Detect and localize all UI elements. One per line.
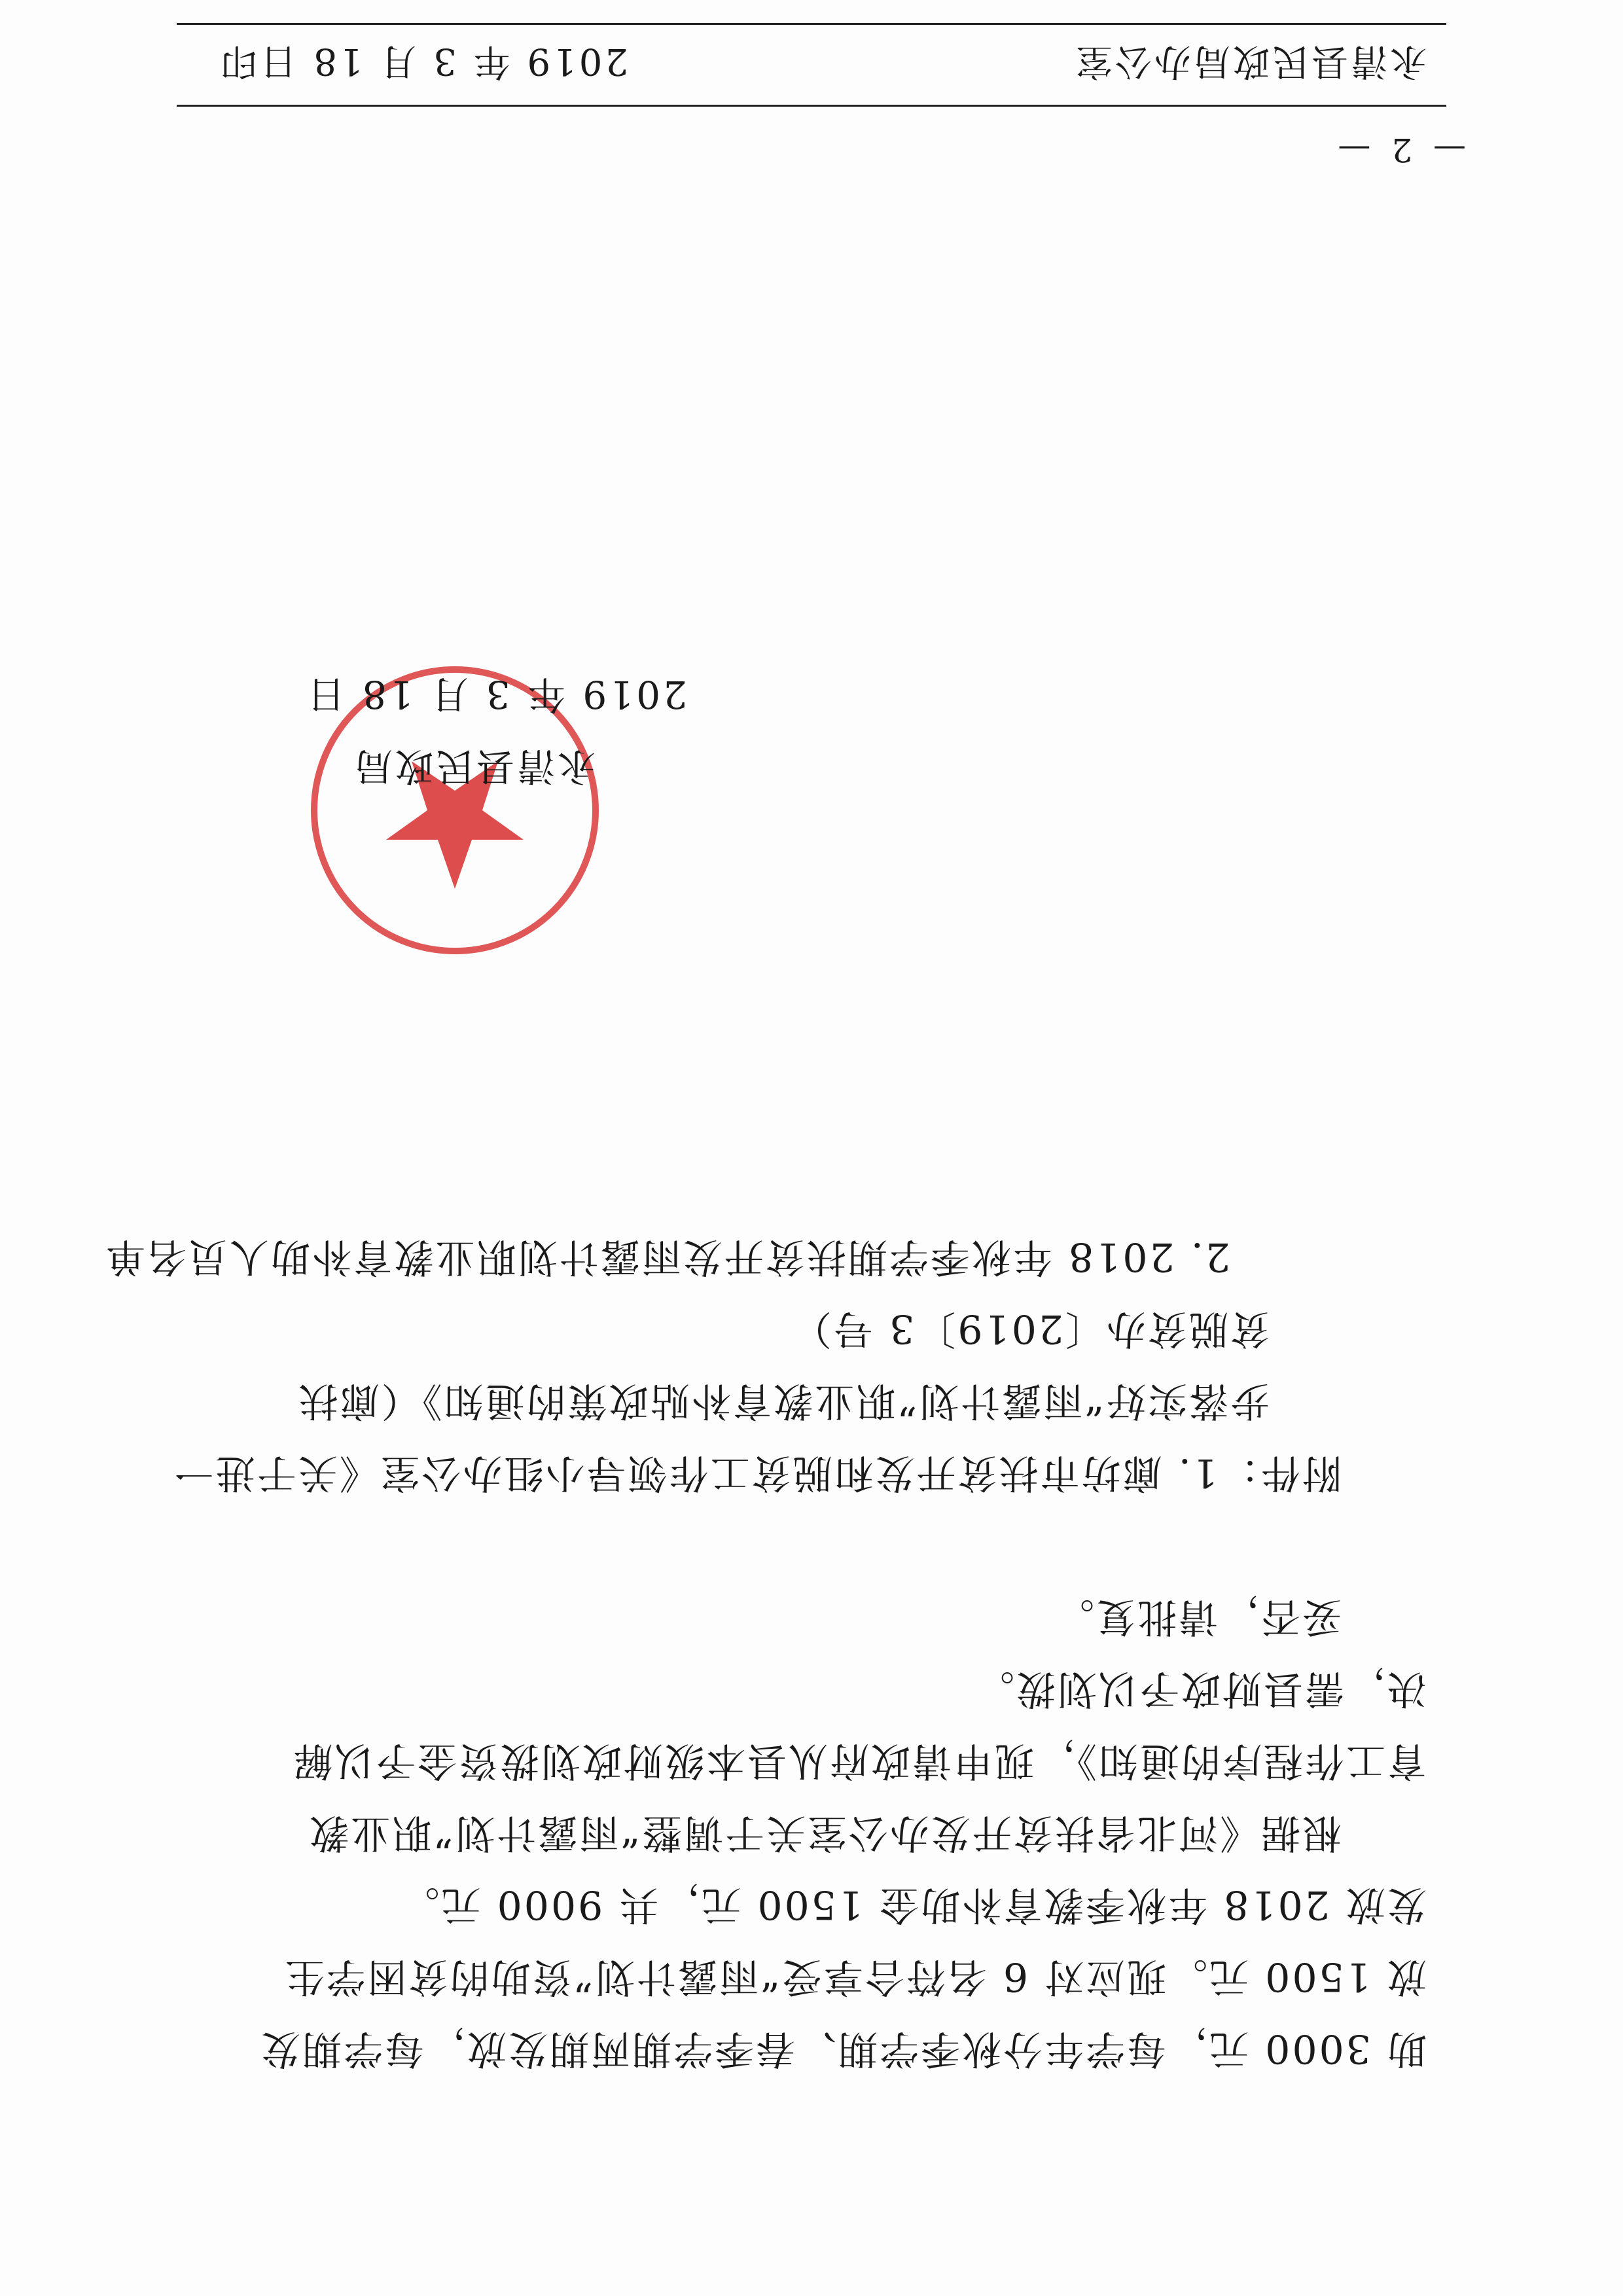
signature-date: 2019 年 3 月 18 日 [304, 672, 687, 717]
signature-org: 永清县民政局 [351, 744, 596, 789]
p2-line-1: 根据《河北省扶贫开发办公室关于调整“雨露计划”职业教 [308, 1810, 1342, 1856]
footer-org: 永清县民政局办公室 [1073, 40, 1427, 82]
attachment-1-line-3: 贫脱贫办〔2019〕3 号） [791, 1306, 1270, 1352]
p2-line-3: 决，需县财政予以划拨。 [973, 1666, 1427, 1712]
attachment-2: 2. 2018 年秋季学期扶贫开发雨露计划职业教育补助人员名单 [103, 1234, 1230, 1280]
footer-rule-bottom [177, 23, 1446, 25]
attachment-1-line-2: 步落实好“雨露计划”职业教育补贴政策的通知》（廊扶 [296, 1378, 1270, 1424]
body-line-2: 放 1500 元。现应对 6 名符合享受“雨露计划”资助的贫困学生 [283, 1954, 1427, 2000]
attachment-1-line-1: 附件：1. 廊坊市扶贫开发和脱贫工作领导小组办公室《关于进一 [172, 1450, 1342, 1496]
closing-line: 妥否，请批复。 [1053, 1594, 1342, 1640]
footer-date: 2019 年 3 月 18 日印 [218, 40, 628, 82]
page-number: — 2 — [1332, 131, 1466, 169]
body-line-3: 发放 2018 年秋季教育补助金 1500 元，共 9000 元。 [398, 1882, 1427, 1928]
footer-rule [177, 105, 1446, 107]
p2-line-2: 育工作程序的通知》，现申请政府从县本级财政划拨资金予以解 [292, 1738, 1427, 1784]
body-line-1: 助 3000 元，每学年分秋季学期、春季学期两期发放，每学期发 [259, 2026, 1427, 2072]
